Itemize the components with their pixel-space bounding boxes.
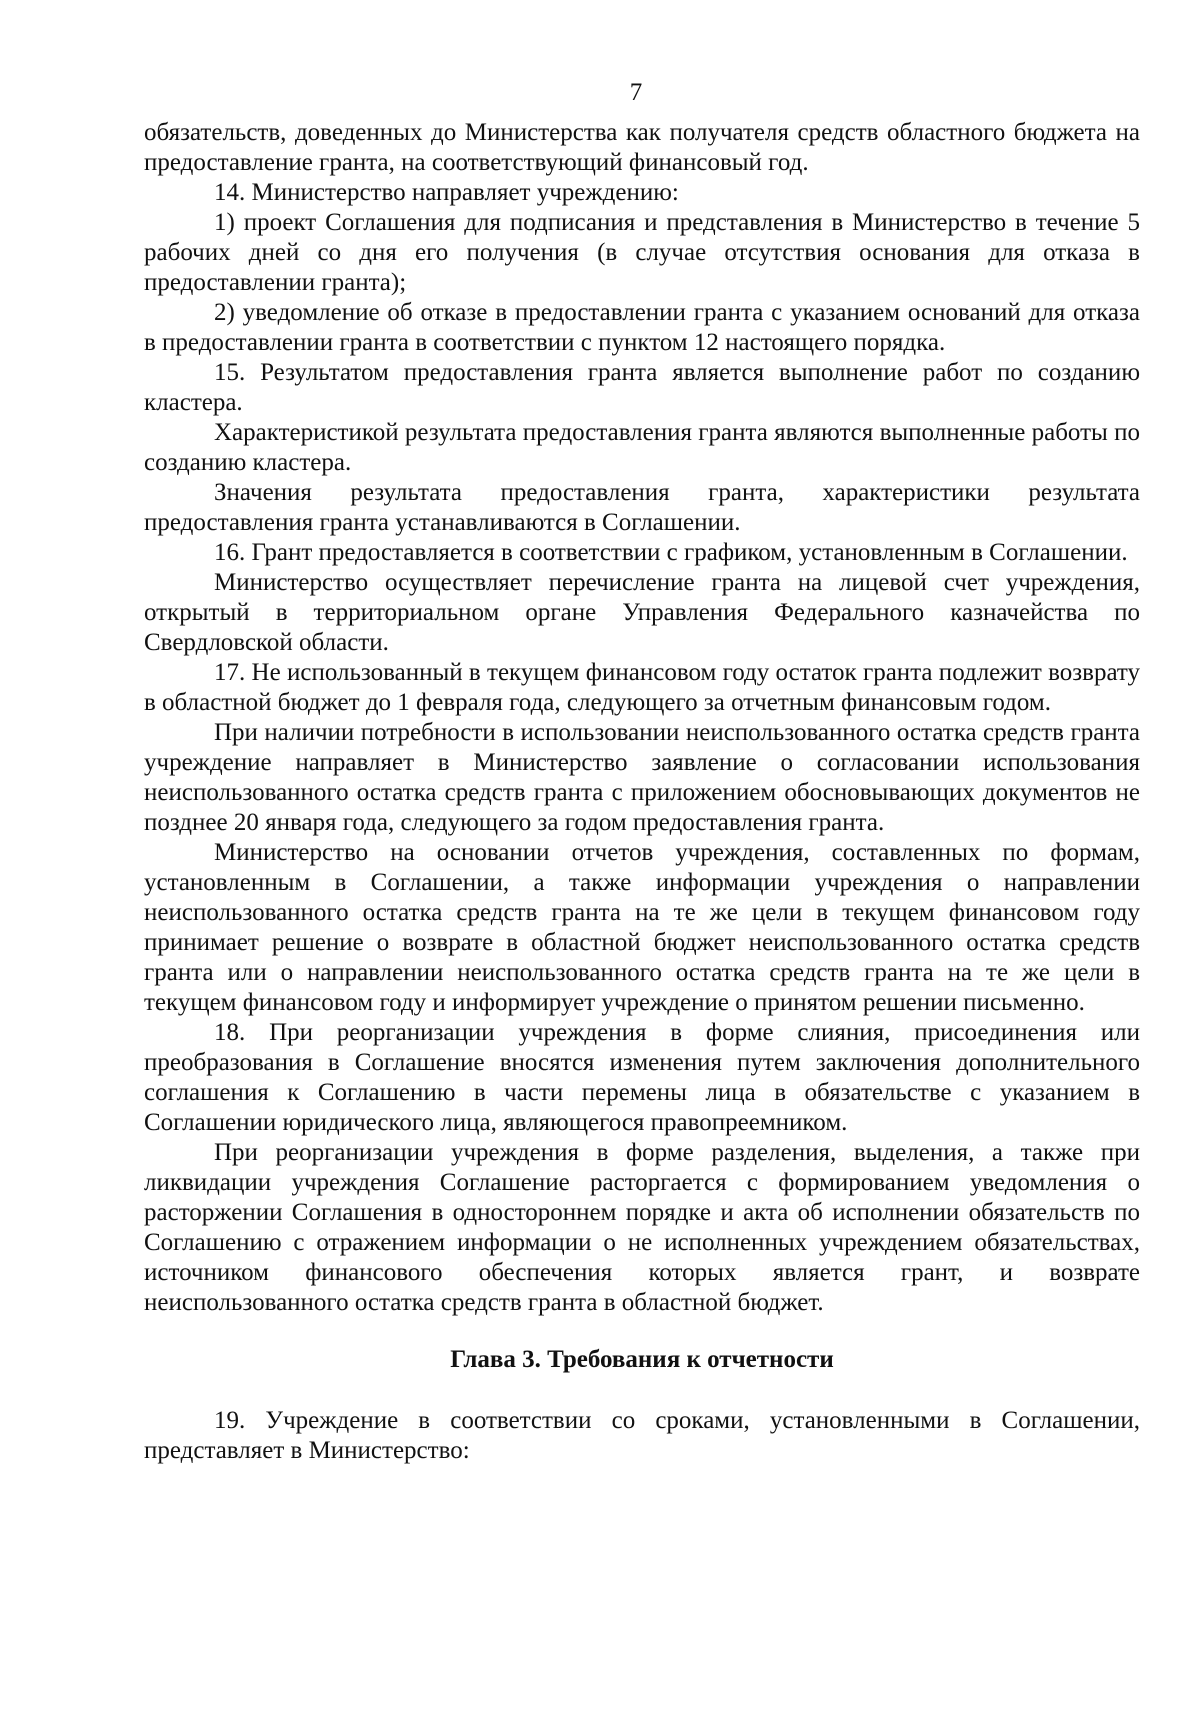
paragraph-item-14: 14. Министерство направляет учреждению: bbox=[214, 179, 679, 206]
paragraph-continuation: обязательств, доведенных до Министерства как получателя средств областного бюджета на предоставление гранта, на соответствующий финансовый год. bbox=[144, 119, 1140, 176]
paragraph-item-17: 17. Не использованный в текущем финансовом году остаток гранта подлежит возврату в областной бюджет до 1 февраля года, следующего за отчетным финансовым годом. bbox=[144, 659, 1140, 716]
chapter-heading: Глава 3. Требования к отчетности bbox=[450, 1346, 834, 1373]
paragraph-subitem-2: 2) уведомление об отказе в предоставлении гранта с указанием оснований для отказа в предоставлении гранта в соответствии с пунктом 12 настоящего порядка. bbox=[144, 299, 1140, 356]
paragraph-item-18: 18. При реорганизации учреждения в форме слияния, присоединения или преобразования в Соглашение вносятся изменения путем заключения дополнительного соглашения к Соглашению в части перемены лица в обязательстве с указанием в Соглашении юридического лица, являющегося правопреемником. bbox=[144, 1019, 1140, 1136]
paragraph-transfer: Министерство осуществляет перечисление гранта на лицевой счет учреждения, открытый в территориальном органе Управления Федерального казначейства по Свердловской области. bbox=[144, 569, 1140, 656]
paragraph-result-values: Значения результата предоставления гранта, характеристики результата предоставления гранта устанавливаются в Соглашении. bbox=[144, 479, 1140, 536]
paragraph-item-19: 19. Учреждение в соответствии со сроками, установленными в Соглашении, представляет в Министерство: bbox=[144, 1407, 1140, 1464]
paragraph-ministry-decision: Министерство на основании отчетов учреждения, составленных по формам, установленным в Соглашении, а также информации учреждения о направлении неиспользованного остатка средств гранта на те же цели в текущем финансовом году принимает решение о возврате в областной бюджет неиспользованного остатка средств гранта или о направлении неиспользованного остатка средств гранта на те же цели в текущем финансовом году и информирует учреждение о принятом решении письменно. bbox=[144, 839, 1140, 1016]
paragraph-result-characteristic: Характеристикой результата предоставления гранта являются выполненные работы по созданию кластера. bbox=[144, 419, 1140, 476]
paragraph-unused-balance-request: При наличии потребности в использовании неиспользованного остатка средств гранта учреждение направляет в Министерство заявление о согласовании использования неиспользованного остатка средств гранта с приложением обосновывающих документов не позднее 20 января года, следующего за годом предоставления гранта. bbox=[144, 719, 1140, 836]
paragraph-liquidation: При реорганизации учреждения в форме разделения, выделения, а также при ликвидации учреждения Соглашение расторгается с формированием уведомления о расторжении Соглашения в одностороннем порядке и акта об исполнении обязательств по Соглашению с отражением информации о не исполненных учреждением обязательствах, источником финансового обеспечения которых является грант, и возврате неиспользованного остатка средств гранта в областной бюджет. bbox=[144, 1139, 1140, 1316]
paragraph-subitem-1: 1) проект Соглашения для подписания и представления в Министерство в течение 5 рабочих дней со дня его получения (в случае отсутствия основания для отказа в предоставлении гранта); bbox=[144, 209, 1140, 296]
paragraph-item-15: 15. Результатом предоставления гранта является выполнение работ по созданию кластера. bbox=[144, 359, 1140, 416]
page-number: 7 bbox=[629, 79, 643, 106]
document-body bbox=[144, 118, 1140, 1466]
paragraph-item-16: 16. Грант предоставляется в соответствии с графиком, установленным в Соглашении. bbox=[214, 539, 1128, 566]
